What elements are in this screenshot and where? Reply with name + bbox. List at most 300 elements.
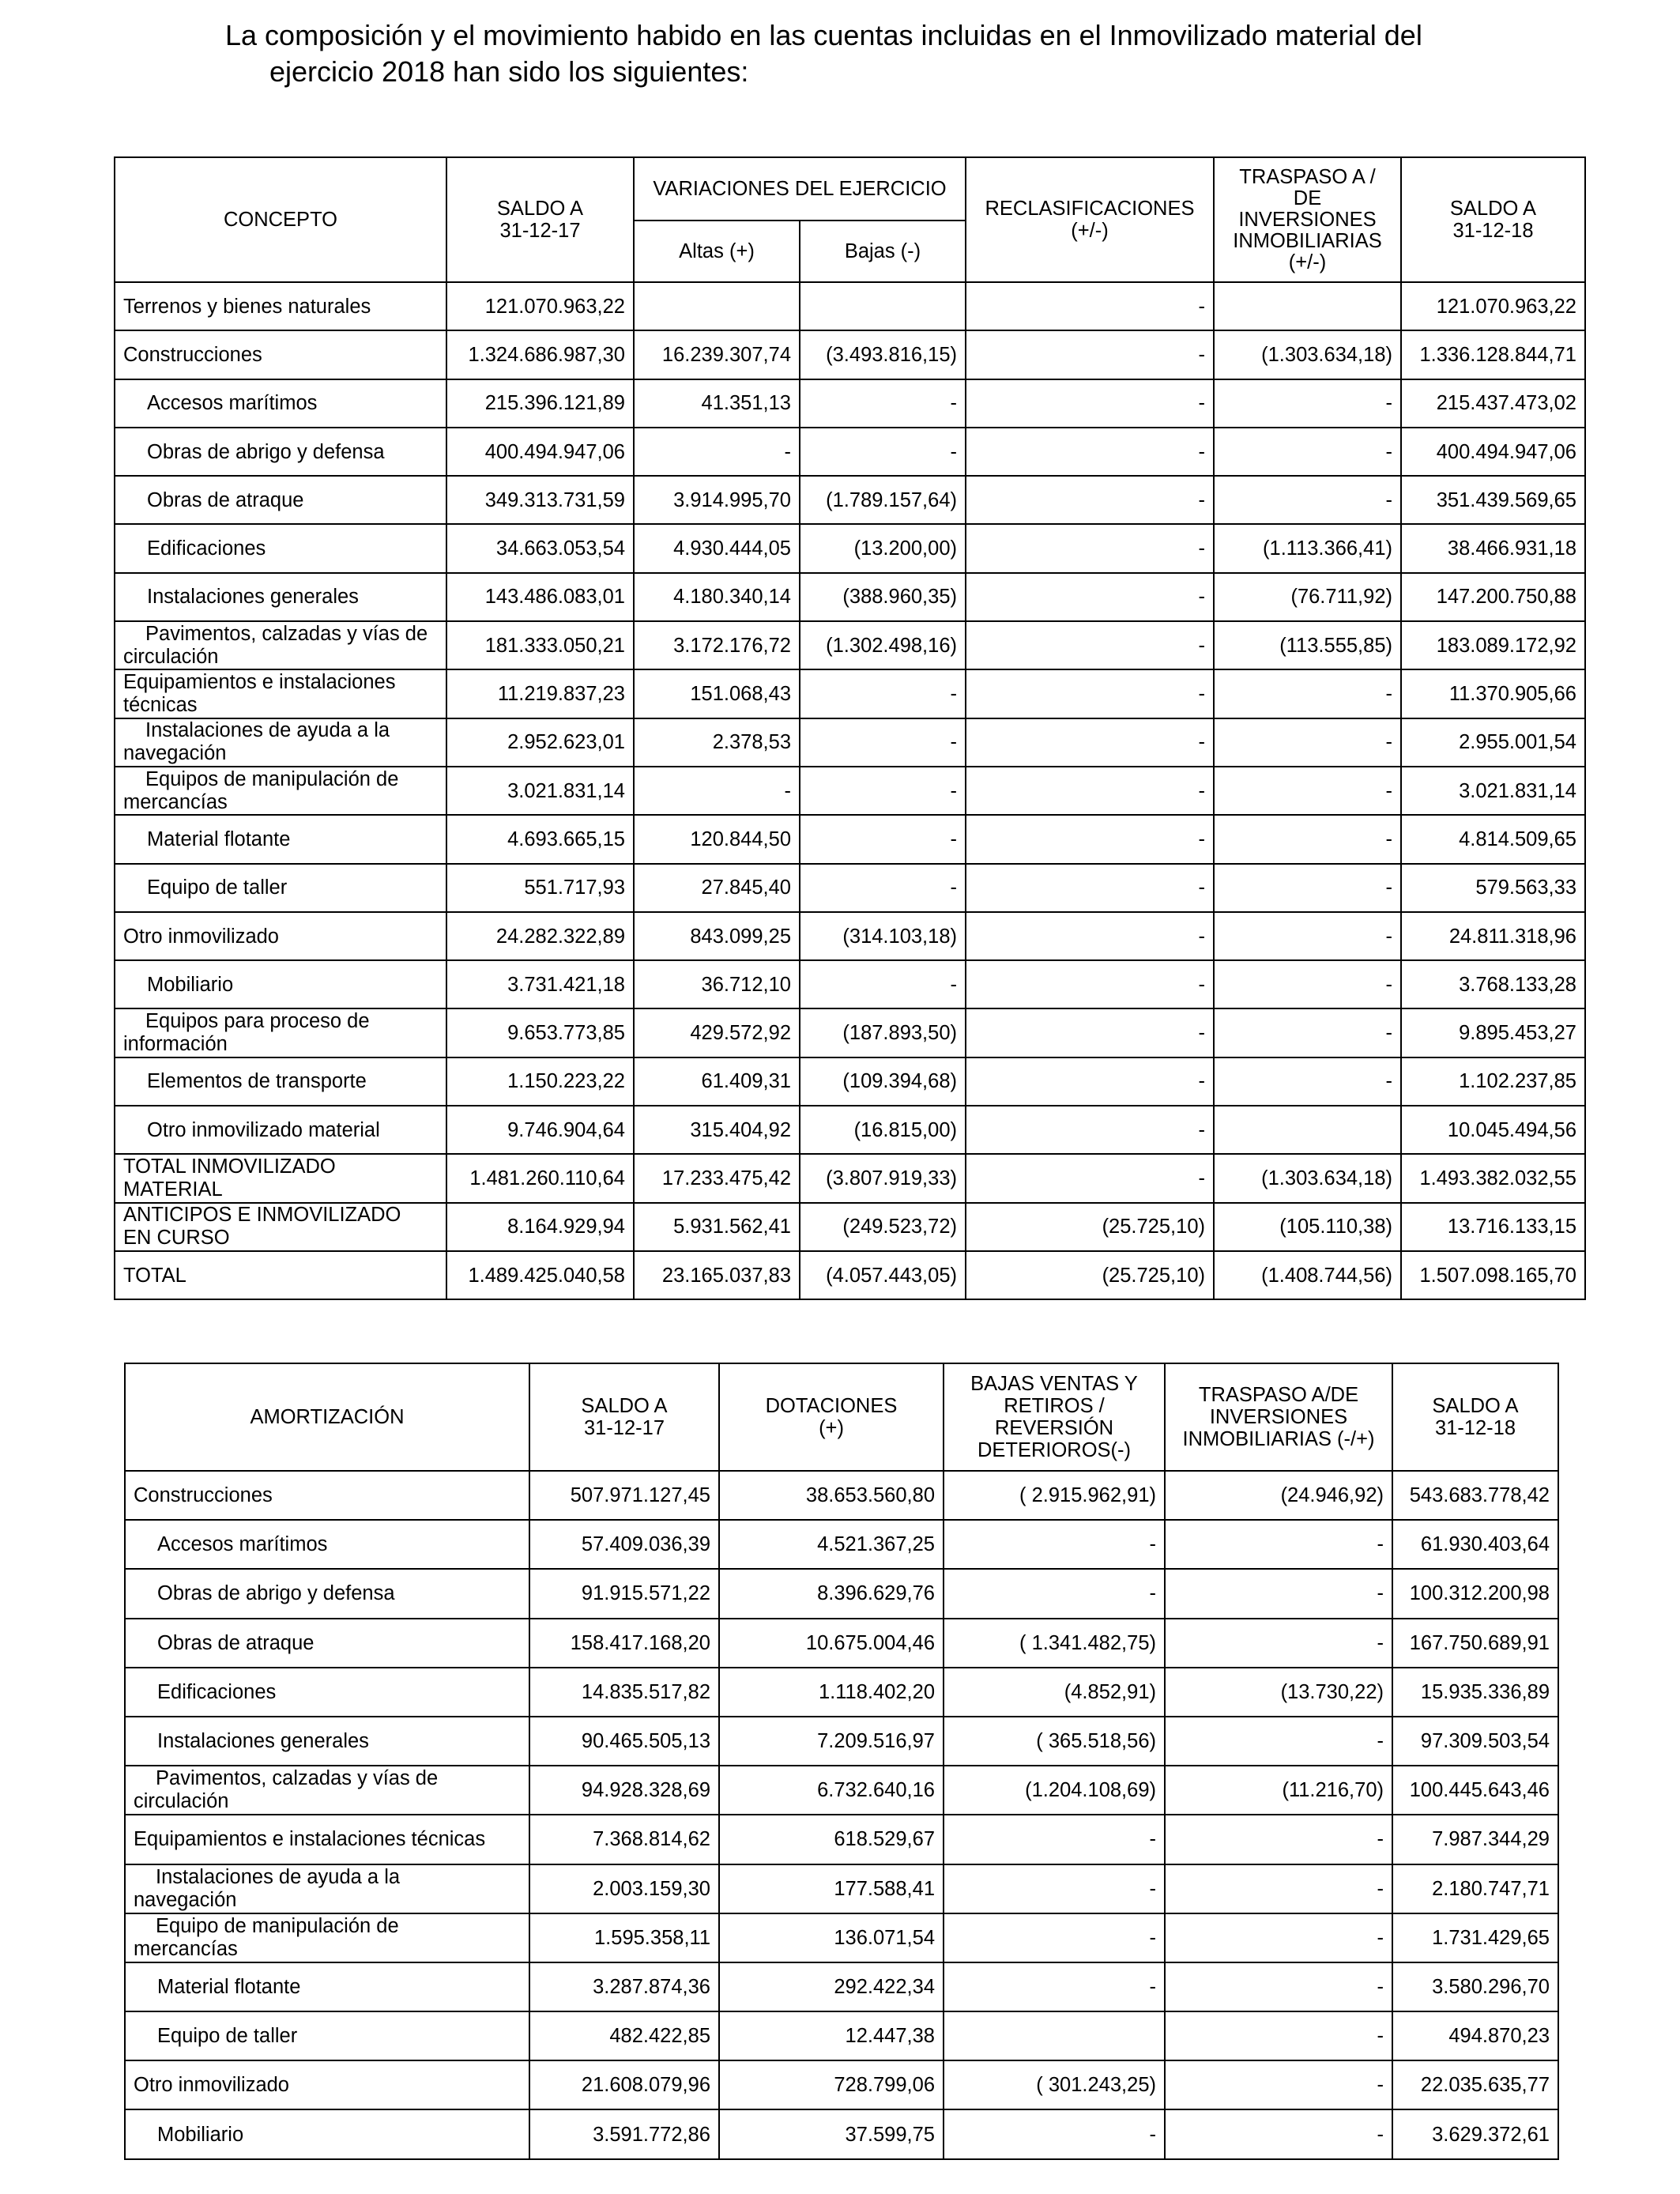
value-cell: - bbox=[1214, 428, 1401, 476]
value-cell: ( 365.518,56) bbox=[944, 1717, 1165, 1766]
value-cell: - bbox=[1214, 767, 1401, 815]
concepto-cell: Obras de abrigo y defensa bbox=[115, 428, 446, 476]
value-cell: 9.653.773,85 bbox=[446, 1008, 634, 1057]
value-cell: 41.351,13 bbox=[634, 379, 800, 428]
value-cell: (249.523,72) bbox=[800, 1203, 966, 1251]
value-cell: (3.493.816,15) bbox=[800, 330, 966, 379]
value-cell: 349.313.731,59 bbox=[446, 476, 634, 524]
value-cell: - bbox=[944, 2109, 1165, 2158]
value-cell: - bbox=[1165, 1913, 1392, 1962]
table-row bbox=[125, 1864, 1558, 1913]
table-row bbox=[115, 573, 1585, 621]
value-cell: 183.089.172,92 bbox=[1401, 621, 1585, 669]
value-cell: - bbox=[966, 524, 1214, 572]
concepto-cell bbox=[115, 669, 446, 718]
value-cell: (1.408.744,56) bbox=[1214, 1251, 1401, 1299]
table-row bbox=[115, 767, 1585, 815]
value-cell: - bbox=[944, 1864, 1165, 1913]
concepto-line-1: TOTAL INMOVILIZADO bbox=[123, 1155, 336, 1178]
concepto-cell: Obras de atraque bbox=[125, 1619, 529, 1668]
value-cell: - bbox=[966, 621, 1214, 669]
value-cell: 579.563,33 bbox=[1401, 864, 1585, 912]
intro-line-2: ejercicio 2018 han sido los siguientes: bbox=[269, 55, 749, 88]
table-row bbox=[115, 621, 1585, 669]
concepto-cell: Construcciones bbox=[115, 330, 446, 379]
value-cell: 4.814.509,65 bbox=[1401, 815, 1585, 863]
table-row bbox=[115, 1154, 1585, 1202]
value-cell: ( 301.243,25) bbox=[944, 2060, 1165, 2109]
table-row bbox=[125, 1815, 1558, 1864]
inmovilizado-table bbox=[114, 156, 1586, 1300]
header-dotaciones: DOTACIONES (+) bbox=[719, 1363, 944, 1471]
value-cell: - bbox=[966, 1057, 1214, 1106]
concepto-cell: Instalaciones generales bbox=[115, 573, 446, 621]
value-cell: - bbox=[944, 1815, 1165, 1864]
value-cell: 400.494.947,06 bbox=[1401, 428, 1585, 476]
value-cell: 8.396.629,76 bbox=[719, 1569, 944, 1618]
concepto-cell bbox=[115, 1008, 446, 1057]
value-cell: 121.070.963,22 bbox=[446, 282, 634, 330]
concepto-line-2: mercancías bbox=[134, 1937, 238, 1960]
value-cell: 1.489.425.040,58 bbox=[446, 1251, 634, 1299]
value-cell: (1.113.366,41) bbox=[1214, 524, 1401, 572]
value-cell: - bbox=[966, 960, 1214, 1008]
value-cell: ( 1.341.482,75) bbox=[944, 1619, 1165, 1668]
header-saldo-inicial-2: SALDO A 31-12-17 bbox=[529, 1363, 719, 1471]
value-cell: - bbox=[800, 428, 966, 476]
value-cell: 24.282.322,89 bbox=[446, 912, 634, 960]
concepto-line-1: Equipo de manipulación de bbox=[156, 1914, 399, 1937]
header-amortizacion: AMORTIZACIÓN bbox=[125, 1363, 529, 1471]
inmovilizado-table-body bbox=[115, 282, 1585, 1299]
concepto-cell: Construcciones bbox=[125, 1471, 529, 1520]
table-row bbox=[125, 2060, 1558, 2109]
amortizacion-table-body bbox=[125, 1471, 1558, 2159]
value-cell: 12.447,38 bbox=[719, 2011, 944, 2060]
value-cell: (4.852,91) bbox=[944, 1668, 1165, 1717]
value-cell: 215.396.121,89 bbox=[446, 379, 634, 428]
value-cell: - bbox=[1214, 912, 1401, 960]
value-cell: 1.481.260.110,64 bbox=[446, 1154, 634, 1202]
value-cell: (187.893,50) bbox=[800, 1008, 966, 1057]
table-row bbox=[115, 718, 1585, 767]
value-cell: - bbox=[944, 1913, 1165, 1962]
value-cell: 3.021.831,14 bbox=[1401, 767, 1585, 815]
value-cell: 400.494.947,06 bbox=[446, 428, 634, 476]
value-cell: 1.731.429,65 bbox=[1392, 1913, 1558, 1962]
value-cell: 3.591.772,86 bbox=[529, 2109, 719, 2158]
value-cell: (1.303.634,18) bbox=[1214, 330, 1401, 379]
value-cell: - bbox=[800, 864, 966, 912]
table-row bbox=[125, 1962, 1558, 2011]
concepto-cell: Terrenos y bienes naturales bbox=[115, 282, 446, 330]
concepto-line-1: Equipamientos e instalaciones bbox=[123, 671, 396, 694]
concepto-cell: Otro inmovilizado bbox=[125, 2060, 529, 2109]
value-cell: 507.971.127,45 bbox=[529, 1471, 719, 1520]
value-cell: - bbox=[966, 864, 1214, 912]
value-cell: 543.683.778,42 bbox=[1392, 1471, 1558, 1520]
value-cell: 15.935.336,89 bbox=[1392, 1668, 1558, 1717]
value-cell: (1.303.634,18) bbox=[1214, 1154, 1401, 1202]
value-cell: (76.711,92) bbox=[1214, 573, 1401, 621]
concepto-cell: Instalaciones generales bbox=[125, 1717, 529, 1766]
table-row bbox=[115, 669, 1585, 718]
table-row bbox=[125, 2109, 1558, 2158]
value-cell: 13.716.133,15 bbox=[1401, 1203, 1585, 1251]
value-cell: 10.675.004,46 bbox=[719, 1619, 944, 1668]
value-cell: 23.165.037,83 bbox=[634, 1251, 800, 1299]
intro-paragraph bbox=[225, 17, 1545, 90]
table-row bbox=[115, 960, 1585, 1008]
value-cell bbox=[1214, 1106, 1401, 1154]
table-row bbox=[115, 282, 1585, 330]
intro-line-1: La composición y el movimiento habido en las cuentas incluidas en el Inmovilizado material del bbox=[225, 19, 1422, 51]
concepto-line-2: EN CURSO bbox=[123, 1227, 230, 1250]
value-cell: 36.712,10 bbox=[634, 960, 800, 1008]
concepto-cell: TOTAL bbox=[115, 1251, 446, 1299]
value-cell: - bbox=[966, 1154, 1214, 1202]
value-cell: 4.180.340,14 bbox=[634, 573, 800, 621]
value-cell: (13.200,00) bbox=[800, 524, 966, 572]
value-cell: 6.732.640,16 bbox=[719, 1766, 944, 1815]
concepto-cell: Edificaciones bbox=[125, 1668, 529, 1717]
value-cell: 7.209.516,97 bbox=[719, 1717, 944, 1766]
value-cell: 315.404,92 bbox=[634, 1106, 800, 1154]
value-cell: - bbox=[966, 718, 1214, 767]
value-cell: - bbox=[966, 767, 1214, 815]
concepto-line-2: información bbox=[123, 1033, 228, 1056]
value-cell: 11.370.905,66 bbox=[1401, 669, 1585, 718]
concepto-cell: Edificaciones bbox=[115, 524, 446, 572]
value-cell bbox=[800, 282, 966, 330]
value-cell: - bbox=[966, 476, 1214, 524]
table-row bbox=[115, 1251, 1585, 1299]
table-row bbox=[125, 1668, 1558, 1717]
value-cell: 843.099,25 bbox=[634, 912, 800, 960]
concepto-cell: Equipo de taller bbox=[125, 2011, 529, 2060]
value-cell: 2.378,53 bbox=[634, 718, 800, 767]
value-cell: - bbox=[1165, 1569, 1392, 1618]
value-cell: 2.955.001,54 bbox=[1401, 718, 1585, 767]
value-cell: - bbox=[944, 1520, 1165, 1569]
header-bajas: Bajas (-) bbox=[800, 221, 966, 282]
value-cell: 1.150.223,22 bbox=[446, 1057, 634, 1106]
concepto-cell: Otro inmovilizado material bbox=[115, 1106, 446, 1154]
value-cell: 147.200.750,88 bbox=[1401, 573, 1585, 621]
concepto-cell bbox=[115, 621, 446, 669]
value-cell: 1.336.128.844,71 bbox=[1401, 330, 1585, 379]
value-cell: 3.629.372,61 bbox=[1392, 2109, 1558, 2158]
value-cell: - bbox=[634, 428, 800, 476]
table-row bbox=[115, 524, 1585, 572]
concepto-line-1: Equipos de manipulación de bbox=[145, 767, 399, 790]
value-cell: (1.302.498,16) bbox=[800, 621, 966, 669]
concepto-line-1: Instalaciones de ayuda a la bbox=[156, 1865, 401, 1888]
value-cell: 158.417.168,20 bbox=[529, 1619, 719, 1668]
header-saldo-final-2: SALDO A 31-12-18 bbox=[1392, 1363, 1558, 1471]
value-cell: 9.746.904,64 bbox=[446, 1106, 634, 1154]
table-row bbox=[115, 476, 1585, 524]
value-cell: - bbox=[1165, 1815, 1392, 1864]
header-saldo-final: SALDO A 31-12-18 bbox=[1401, 157, 1585, 282]
concepto-cell bbox=[125, 1766, 529, 1815]
value-cell: 120.844,50 bbox=[634, 815, 800, 863]
value-cell: 292.422,34 bbox=[719, 1962, 944, 2011]
value-cell: (113.555,85) bbox=[1214, 621, 1401, 669]
concepto-line-1: Pavimentos, calzadas y vías de bbox=[156, 1767, 439, 1790]
concepto-cell: Material flotante bbox=[115, 815, 446, 863]
table-row bbox=[115, 428, 1585, 476]
value-cell: 61.409,31 bbox=[634, 1057, 800, 1106]
concepto-cell: Mobiliario bbox=[115, 960, 446, 1008]
table-row bbox=[115, 1203, 1585, 1251]
value-cell: 1.102.237,85 bbox=[1401, 1057, 1585, 1106]
concepto-line-2: navegación bbox=[134, 1888, 237, 1911]
value-cell: 2.952.623,01 bbox=[446, 718, 634, 767]
value-cell: 37.599,75 bbox=[719, 2109, 944, 2158]
table-row bbox=[125, 1766, 1558, 1815]
value-cell: 7.987.344,29 bbox=[1392, 1815, 1558, 1864]
value-cell: 61.930.403,64 bbox=[1392, 1520, 1558, 1569]
value-cell: 494.870,23 bbox=[1392, 2011, 1558, 2060]
value-cell: (3.807.919,33) bbox=[800, 1154, 966, 1202]
value-cell: (109.394,68) bbox=[800, 1057, 966, 1106]
table-row bbox=[125, 1717, 1558, 1766]
value-cell: - bbox=[966, 379, 1214, 428]
value-cell: - bbox=[1214, 864, 1401, 912]
value-cell: 2.180.747,71 bbox=[1392, 1864, 1558, 1913]
header-variaciones: VARIACIONES DEL EJERCICIO bbox=[634, 157, 966, 221]
value-cell: 1.324.686.987,30 bbox=[446, 330, 634, 379]
value-cell: - bbox=[966, 912, 1214, 960]
concepto-line-2: MATERIAL bbox=[123, 1178, 223, 1201]
value-cell: - bbox=[1165, 2109, 1392, 2158]
value-cell: - bbox=[1214, 379, 1401, 428]
value-cell: 1.118.402,20 bbox=[719, 1668, 944, 1717]
value-cell: 90.465.505,13 bbox=[529, 1717, 719, 1766]
value-cell: - bbox=[634, 767, 800, 815]
value-cell: (388.960,35) bbox=[800, 573, 966, 621]
concepto-cell: Accesos marítimos bbox=[115, 379, 446, 428]
value-cell: 22.035.635,77 bbox=[1392, 2060, 1558, 2109]
value-cell: 3.731.421,18 bbox=[446, 960, 634, 1008]
value-cell: 97.309.503,54 bbox=[1392, 1717, 1558, 1766]
value-cell: 34.663.053,54 bbox=[446, 524, 634, 572]
concepto-cell bbox=[125, 1864, 529, 1913]
value-cell: 27.845,40 bbox=[634, 864, 800, 912]
value-cell: 100.445.643,46 bbox=[1392, 1766, 1558, 1815]
header-traspaso-2: TRASPASO A/DE INVERSIONES INMOBILIARIAS (-/+) bbox=[1165, 1363, 1392, 1471]
value-cell: - bbox=[800, 767, 966, 815]
value-cell: 14.835.517,82 bbox=[529, 1668, 719, 1717]
table-row bbox=[115, 379, 1585, 428]
value-cell: 4.930.444,05 bbox=[634, 524, 800, 572]
value-cell: 100.312.200,98 bbox=[1392, 1569, 1558, 1618]
value-cell: 351.439.569,65 bbox=[1401, 476, 1585, 524]
concepto-cell: Mobiliario bbox=[125, 2109, 529, 2158]
concepto-cell: Accesos marítimos bbox=[125, 1520, 529, 1569]
value-cell: - bbox=[966, 428, 1214, 476]
value-cell: - bbox=[966, 815, 1214, 863]
concepto-cell: Otro inmovilizado bbox=[115, 912, 446, 960]
value-cell: - bbox=[800, 379, 966, 428]
value-cell: - bbox=[966, 330, 1214, 379]
value-cell: 9.895.453,27 bbox=[1401, 1008, 1585, 1057]
value-cell: 10.045.494,56 bbox=[1401, 1106, 1585, 1154]
table-row bbox=[125, 2011, 1558, 2060]
table-row bbox=[125, 1619, 1558, 1668]
value-cell: 121.070.963,22 bbox=[1401, 282, 1585, 330]
table-row bbox=[115, 1106, 1585, 1154]
value-cell: 3.172.176,72 bbox=[634, 621, 800, 669]
value-cell: 4.693.665,15 bbox=[446, 815, 634, 863]
value-cell: 3.768.133,28 bbox=[1401, 960, 1585, 1008]
value-cell bbox=[944, 2011, 1165, 2060]
header-concepto: CONCEPTO bbox=[115, 157, 446, 282]
value-cell: 2.003.159,30 bbox=[529, 1864, 719, 1913]
value-cell: - bbox=[966, 1008, 1214, 1057]
concepto-cell bbox=[115, 1154, 446, 1202]
value-cell: 429.572,92 bbox=[634, 1008, 800, 1057]
value-cell: 151.068,43 bbox=[634, 669, 800, 718]
value-cell: 215.437.473,02 bbox=[1401, 379, 1585, 428]
value-cell: - bbox=[800, 815, 966, 863]
table-row bbox=[115, 815, 1585, 863]
value-cell: - bbox=[966, 282, 1214, 330]
value-cell: - bbox=[1214, 960, 1401, 1008]
table-row bbox=[125, 1520, 1558, 1569]
value-cell: (25.725,10) bbox=[966, 1251, 1214, 1299]
value-cell: 38.653.560,80 bbox=[719, 1471, 944, 1520]
value-cell: 181.333.050,21 bbox=[446, 621, 634, 669]
value-cell: - bbox=[1214, 718, 1401, 767]
value-cell: - bbox=[1214, 815, 1401, 863]
value-cell bbox=[634, 282, 800, 330]
value-cell: (4.057.443,05) bbox=[800, 1251, 966, 1299]
value-cell: 21.608.079,96 bbox=[529, 2060, 719, 2109]
value-cell: 38.466.931,18 bbox=[1401, 524, 1585, 572]
table-row bbox=[115, 912, 1585, 960]
value-cell: 167.750.689,91 bbox=[1392, 1619, 1558, 1668]
value-cell: 8.164.929,94 bbox=[446, 1203, 634, 1251]
concepto-cell: Elementos de transporte bbox=[115, 1057, 446, 1106]
value-cell: - bbox=[1214, 1008, 1401, 1057]
value-cell: 3.580.296,70 bbox=[1392, 1962, 1558, 2011]
value-cell: - bbox=[1214, 1057, 1401, 1106]
table-row bbox=[125, 1569, 1558, 1618]
value-cell: (11.216,70) bbox=[1165, 1766, 1392, 1815]
value-cell: 482.422,85 bbox=[529, 2011, 719, 2060]
value-cell: 7.368.814,62 bbox=[529, 1815, 719, 1864]
value-cell: 91.915.571,22 bbox=[529, 1569, 719, 1618]
concepto-cell: Obras de atraque bbox=[115, 476, 446, 524]
value-cell: (25.725,10) bbox=[966, 1203, 1214, 1251]
value-cell: 136.071,54 bbox=[719, 1913, 944, 1962]
concepto-cell: Material flotante bbox=[125, 1962, 529, 2011]
concepto-cell: Equipamientos e instalaciones técnicas bbox=[125, 1815, 529, 1864]
value-cell: 4.521.367,25 bbox=[719, 1520, 944, 1569]
concepto-line-1: Equipos para proceso de bbox=[145, 1010, 370, 1033]
value-cell: (13.730,22) bbox=[1165, 1668, 1392, 1717]
concepto-line-2: técnicas bbox=[123, 694, 198, 717]
header-traspaso: TRASPASO A / DE INVERSIONES INMOBILIARIAS (+/-) bbox=[1214, 157, 1401, 282]
value-cell: 143.486.083,01 bbox=[446, 573, 634, 621]
value-cell: - bbox=[1165, 1864, 1392, 1913]
value-cell: (1.204.108,69) bbox=[944, 1766, 1165, 1815]
value-cell: - bbox=[1165, 1619, 1392, 1668]
value-cell: - bbox=[800, 718, 966, 767]
amortizacion-table bbox=[124, 1363, 1559, 2160]
concepto-cell bbox=[115, 718, 446, 767]
concepto-line-1: ANTICIPOS E INMOVILIZADO bbox=[123, 1204, 401, 1227]
value-cell: - bbox=[1165, 1962, 1392, 2011]
value-cell: 3.287.874,36 bbox=[529, 1962, 719, 2011]
value-cell: (16.815,00) bbox=[800, 1106, 966, 1154]
value-cell: 24.811.318,96 bbox=[1401, 912, 1585, 960]
concepto-line-1: Instalaciones de ayuda a la bbox=[145, 719, 390, 742]
concepto-cell: Obras de abrigo y defensa bbox=[125, 1569, 529, 1618]
table-row bbox=[115, 864, 1585, 912]
value-cell: (105.110,38) bbox=[1214, 1203, 1401, 1251]
value-cell: 1.493.382.032,55 bbox=[1401, 1154, 1585, 1202]
value-cell: 551.717,93 bbox=[446, 864, 634, 912]
value-cell: 1.595.358,11 bbox=[529, 1913, 719, 1962]
value-cell: 16.239.307,74 bbox=[634, 330, 800, 379]
value-cell: 57.409.036,39 bbox=[529, 1520, 719, 1569]
concepto-cell bbox=[125, 1913, 529, 1962]
table-row bbox=[115, 330, 1585, 379]
value-cell: - bbox=[1165, 1520, 1392, 1569]
concepto-line-2: circulación bbox=[134, 1790, 229, 1813]
header-saldo-inicial: SALDO A 31-12-17 bbox=[446, 157, 634, 282]
value-cell: - bbox=[1165, 2011, 1392, 2060]
header-bajas-ventas: BAJAS VENTAS Y RETIROS / REVERSIÓN DETERIOROS(-) bbox=[944, 1363, 1165, 1471]
concepto-line-2: mercancías bbox=[123, 790, 228, 813]
value-cell: 728.799,06 bbox=[719, 2060, 944, 2109]
value-cell: - bbox=[966, 1106, 1214, 1154]
value-cell: 17.233.475,42 bbox=[634, 1154, 800, 1202]
value-cell: - bbox=[944, 1569, 1165, 1618]
concepto-cell: Equipo de taller bbox=[115, 864, 446, 912]
value-cell: - bbox=[1214, 669, 1401, 718]
value-cell: 177.588,41 bbox=[719, 1864, 944, 1913]
table-row bbox=[115, 1008, 1585, 1057]
value-cell: (1.789.157,64) bbox=[800, 476, 966, 524]
value-cell: 94.928.328,69 bbox=[529, 1766, 719, 1815]
value-cell: (24.946,92) bbox=[1165, 1471, 1392, 1520]
value-cell: 618.529,67 bbox=[719, 1815, 944, 1864]
value-cell: - bbox=[944, 1962, 1165, 2011]
value-cell bbox=[1214, 282, 1401, 330]
value-cell: (314.103,18) bbox=[800, 912, 966, 960]
value-cell: - bbox=[800, 960, 966, 1008]
value-cell: - bbox=[800, 669, 966, 718]
table-row bbox=[125, 1913, 1558, 1962]
value-cell: 3.914.995,70 bbox=[634, 476, 800, 524]
value-cell: - bbox=[966, 669, 1214, 718]
concepto-cell bbox=[115, 1203, 446, 1251]
value-cell: - bbox=[1214, 476, 1401, 524]
value-cell: 5.931.562,41 bbox=[634, 1203, 800, 1251]
table-row bbox=[125, 1471, 1558, 1520]
value-cell: - bbox=[966, 573, 1214, 621]
value-cell: 1.507.098.165,70 bbox=[1401, 1251, 1585, 1299]
value-cell: - bbox=[1165, 1717, 1392, 1766]
value-cell: 11.219.837,23 bbox=[446, 669, 634, 718]
header-altas: Altas (+) bbox=[634, 221, 800, 282]
value-cell: ( 2.915.962,91) bbox=[944, 1471, 1165, 1520]
concepto-line-2: circulación bbox=[123, 645, 219, 668]
